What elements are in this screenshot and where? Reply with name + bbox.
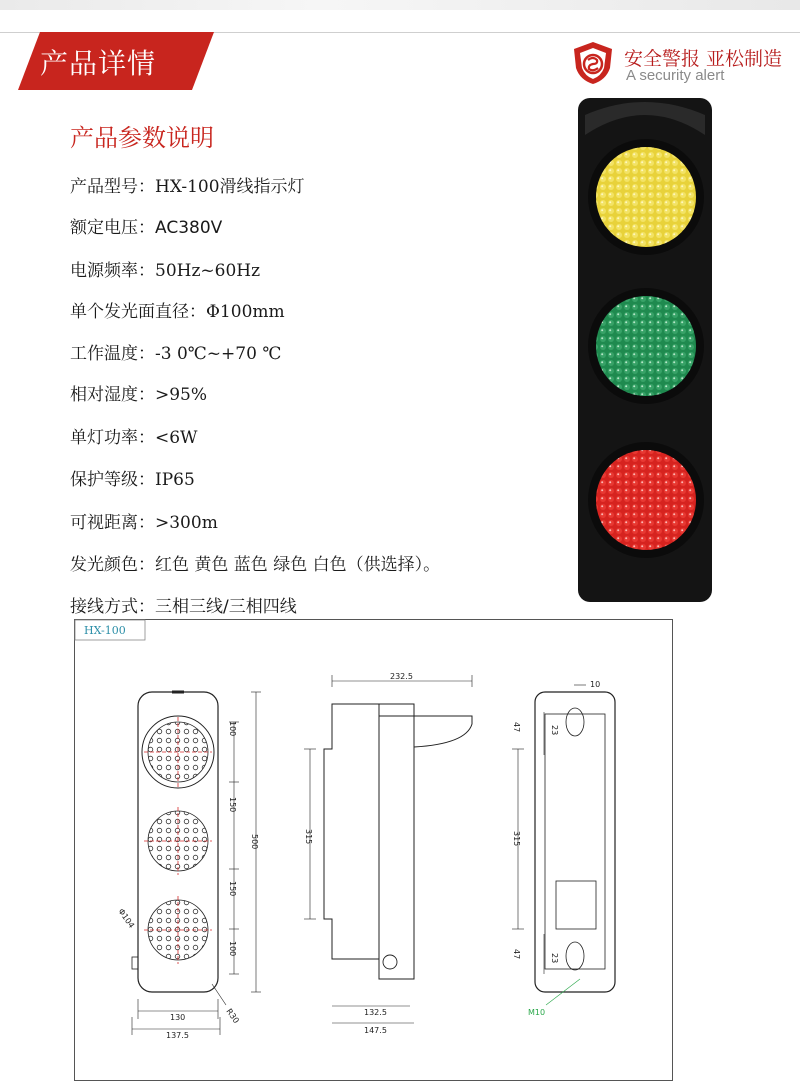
page-title: 产品详情 (40, 47, 157, 80)
dim-back-m10: M10 (528, 1008, 546, 1017)
dim-front-100a: 100 (228, 721, 237, 737)
spec-row-humidity: 相对湿度：>95% (70, 385, 208, 405)
product-photo-signal-light (575, 95, 715, 605)
dim-front-100b: 100 (228, 941, 237, 957)
spec-heading: 产品参数说明 (70, 124, 214, 152)
model-tag: HX-100 (84, 624, 126, 637)
spec-row-frequency: 电源频率：50Hz~60Hz (70, 261, 261, 281)
dim-side-315: 315 (304, 829, 313, 845)
spec-row-protection: 保护等级：IP65 (70, 470, 195, 490)
dim-back-23b: 23 (550, 953, 559, 964)
dim-front-1375: 137.5 (166, 1031, 189, 1040)
dim-back-10: 10 (590, 680, 601, 689)
dim-front-150b: 150 (228, 881, 237, 897)
dim-front-130: 130 (170, 1013, 186, 1022)
spec-row-model: 产品型号：HX-100滑线指示灯 (70, 177, 305, 197)
dim-back-47a: 47 (512, 722, 521, 733)
spec-row-temperature: 工作温度：-3 0℃~+70 ℃ (70, 344, 282, 364)
spec-row-power: 单灯功率：<6W (70, 428, 198, 448)
brand-name: 安全警报 亚松制造 (624, 48, 783, 70)
technical-drawing (74, 619, 674, 1081)
dim-back-47b: 47 (512, 949, 521, 960)
spec-row-wiring: 接线方式：三相三线/三相四线 (70, 597, 297, 617)
brand-slogan: A security alert (626, 67, 725, 84)
shield-logo-icon (570, 40, 616, 86)
spec-row-colors: 发光颜色：红色 黄色 蓝色 绿色 白色（供选择）。 (70, 555, 441, 575)
dim-side-2325: 232.5 (390, 672, 413, 681)
spec-row-diameter: 单个发光面直径：Φ100mm (70, 302, 285, 322)
top-strip (0, 0, 800, 10)
dim-back-315: 315 (512, 831, 521, 847)
dim-back-23a: 23 (550, 725, 559, 736)
dim-front-500: 500 (250, 834, 259, 850)
spec-row-visibility: 可视距离：>300m (70, 513, 218, 533)
dim-side-1475: 147.5 (364, 1026, 387, 1035)
dim-front-150a: 150 (228, 797, 237, 813)
spec-row-voltage: 额定电压：AC380V (70, 218, 223, 238)
dim-side-1325: 132.5 (364, 1008, 387, 1017)
dim-front-r30: R30 (224, 1006, 241, 1026)
dim-front-dia: Φ104 (116, 906, 137, 930)
